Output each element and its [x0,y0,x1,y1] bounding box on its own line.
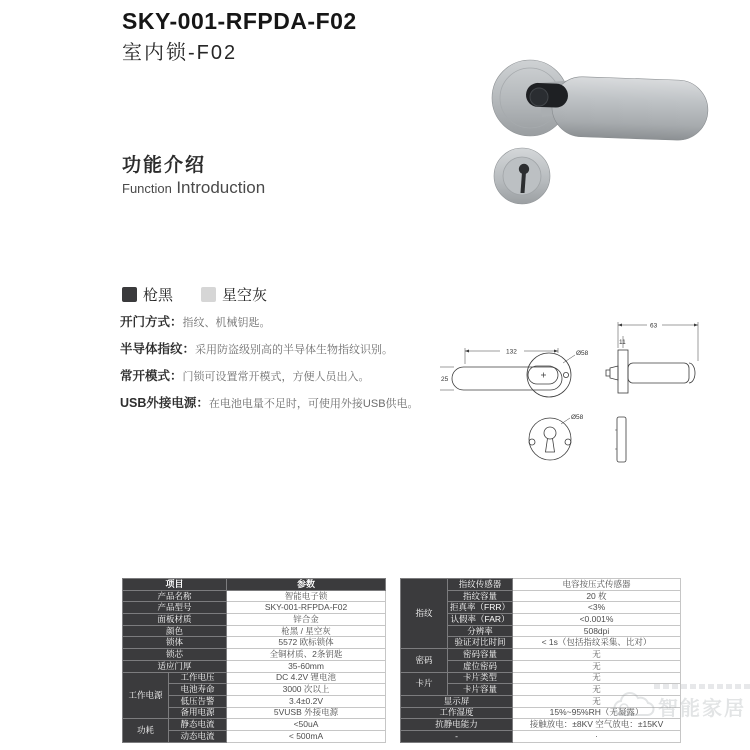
feature-item [120,395,450,412]
row-value: 3.4±0.2V [227,695,386,707]
row-value: DC 4.2V 锂电池 [227,672,386,684]
drawing-escutcheon-front [529,414,584,460]
row-value: <50uA [227,719,386,731]
row-label: 显示屏 [401,695,513,707]
table-row [401,672,681,684]
row-label: 锁体 [123,637,227,649]
color-chip-dark [122,287,137,302]
header-param: 参数 [227,579,386,591]
row-value: <0.001% [513,614,681,626]
row-label: 抗静电能力 [401,719,513,731]
color-options [122,284,267,305]
cloud-icon [612,691,656,721]
row-value: 无 [513,672,681,684]
dim-rose-dia-top: Ø58 [576,350,589,357]
feature-item [120,341,450,358]
table-row [123,614,386,626]
watermark-text: 智能家居 [658,697,746,720]
watermark [612,684,750,721]
row-value: 锌合金 [227,614,386,626]
row-label: 密码容量 [448,649,513,661]
feature-label: 常开模式 [120,369,171,383]
dim-side-depth: 63 [650,322,658,330]
row-label: 认假率（FAR） [448,614,513,626]
table-row [123,649,386,661]
table-header-row [123,579,386,591]
feature-label: 半导体指纹 [120,342,183,356]
row-label: 产品名称 [123,590,227,602]
row-label: 静态电流 [169,719,227,731]
drawing-lever-front [440,348,589,397]
feature-desc: 采用防盗级别高的半导体生物指纹识别。 [195,344,394,356]
row-value: 无 [513,684,681,696]
row-value: 35-60mm [227,660,386,672]
feature-desc: 门锁可设置常开模式，方便人员出入。 [182,371,370,383]
row-value: 无 [513,660,681,672]
table-row [123,719,386,731]
color-option-gun-black [122,284,173,305]
table-row [123,660,386,672]
row-label: 工作电压 [169,672,227,684]
dim-rose-dia-bottom: Ø58 [571,414,584,421]
group-label: 功耗 [123,719,169,742]
row-value: < 500mA [227,730,386,742]
section-title-en-word2: Introduction [176,178,266,197]
row-label: 动态电流 [169,730,227,742]
row-label: 锁芯 [123,649,227,661]
row-value: 5VUSB 外接电源 [227,707,386,719]
table-row [401,579,681,591]
feature-item [120,314,450,331]
header-item: 项目 [123,579,227,591]
feature-desc: 在电池电量不足时，可使用外接USB供电。 [208,398,419,410]
row-label: 低压告警 [169,695,227,707]
row-value: 全铜材质、2条钥匙 [227,649,386,661]
row-value: 枪黑 / 星空灰 [227,625,386,637]
row-label: 适应门厚 [123,660,227,672]
table-row [123,602,386,614]
group-label: 卡片 [401,672,448,695]
row-value: · [513,730,681,742]
row-value: 无 [513,695,681,707]
feature-label: USB外接电源 [120,396,197,410]
row-label: 电池寿命 [169,684,227,696]
section-title-en [122,178,265,198]
row-value: 20 枚 [513,590,681,602]
drawing-lever-side [606,322,698,393]
group-label: 工作电源 [123,672,169,719]
row-label: 颜色 [123,625,227,637]
dim-handle-width: 25 [441,376,449,383]
row-value: 508dpi [513,625,681,637]
dim-plate-thickness: 11 [619,339,626,346]
product-name-subtitle: 室内锁-F02 [122,42,238,64]
table-row [123,625,386,637]
row-value: 电容按压式传感器 [513,579,681,591]
product-photo [480,55,715,225]
spec-table-basic [122,578,386,743]
row-value: 接触放电：±8KV 空气放电：±15KV [513,719,681,731]
key-escutcheon-photo [494,148,550,204]
fingerprint-module [526,83,569,108]
feature-label: 开门方式 [120,315,171,329]
row-label: 指纹容量 [448,590,513,602]
watermark-smallprint [654,684,750,689]
section-title-zh: 功能介绍 [122,155,207,176]
row-value: 5572 欧标锁体 [227,637,386,649]
feature-desc: 指纹、机械钥匙。 [182,317,271,329]
row-label: 面板材质 [123,614,227,626]
row-value: 无 [513,649,681,661]
table-row [123,672,386,684]
row-value: <3% [513,602,681,614]
feature-sep: ： [170,369,183,383]
dim-handle-length: 132 [506,348,517,356]
row-label: 拒真率（FRR） [448,602,513,614]
product-model-title: SKY-001-RFPDA-F02 [122,8,357,34]
color-label: 星空灰 [222,287,268,304]
group-label: 指纹 [401,579,448,649]
feature-sep: ： [182,342,196,356]
group-label: 密码 [401,649,448,672]
row-value: 3000 次以上 [227,684,386,696]
lever-handle-photo [492,60,709,141]
row-label: - [401,730,513,742]
row-value: < 1s（包括指纹采集、比对） [513,637,681,649]
table-row [123,590,386,602]
dimension-drawings [440,312,750,507]
row-label: 产品型号 [123,602,227,614]
table-row [123,637,386,649]
drawing-escutcheon-side [615,417,626,462]
row-value: SKY-001-RFPDA-F02 [227,602,386,614]
table-row [401,730,681,742]
color-option-star-gray [201,284,267,305]
feature-sep: ： [196,396,209,410]
row-label: 卡片类型 [448,672,513,684]
feature-item [120,368,450,385]
color-label: 枪黑 [143,287,174,304]
section-title-en-word1: Function [122,181,172,196]
row-label: 虚位密码 [448,660,513,672]
row-value: 15%~95%RH（无凝露） [513,707,681,719]
row-label: 分辨率 [448,625,513,637]
table-row [401,649,681,661]
row-value: 智能电子锁 [227,590,386,602]
row-label: 指纹传感器 [448,579,513,591]
row-label: 工作湿度 [401,707,513,719]
row-label: 验证对比时间 [448,637,513,649]
row-label: 备用电源 [169,707,227,719]
color-chip-light [201,287,216,302]
feature-sep: ： [170,315,183,329]
row-label: 卡片容量 [448,684,513,696]
feature-list [120,314,450,422]
